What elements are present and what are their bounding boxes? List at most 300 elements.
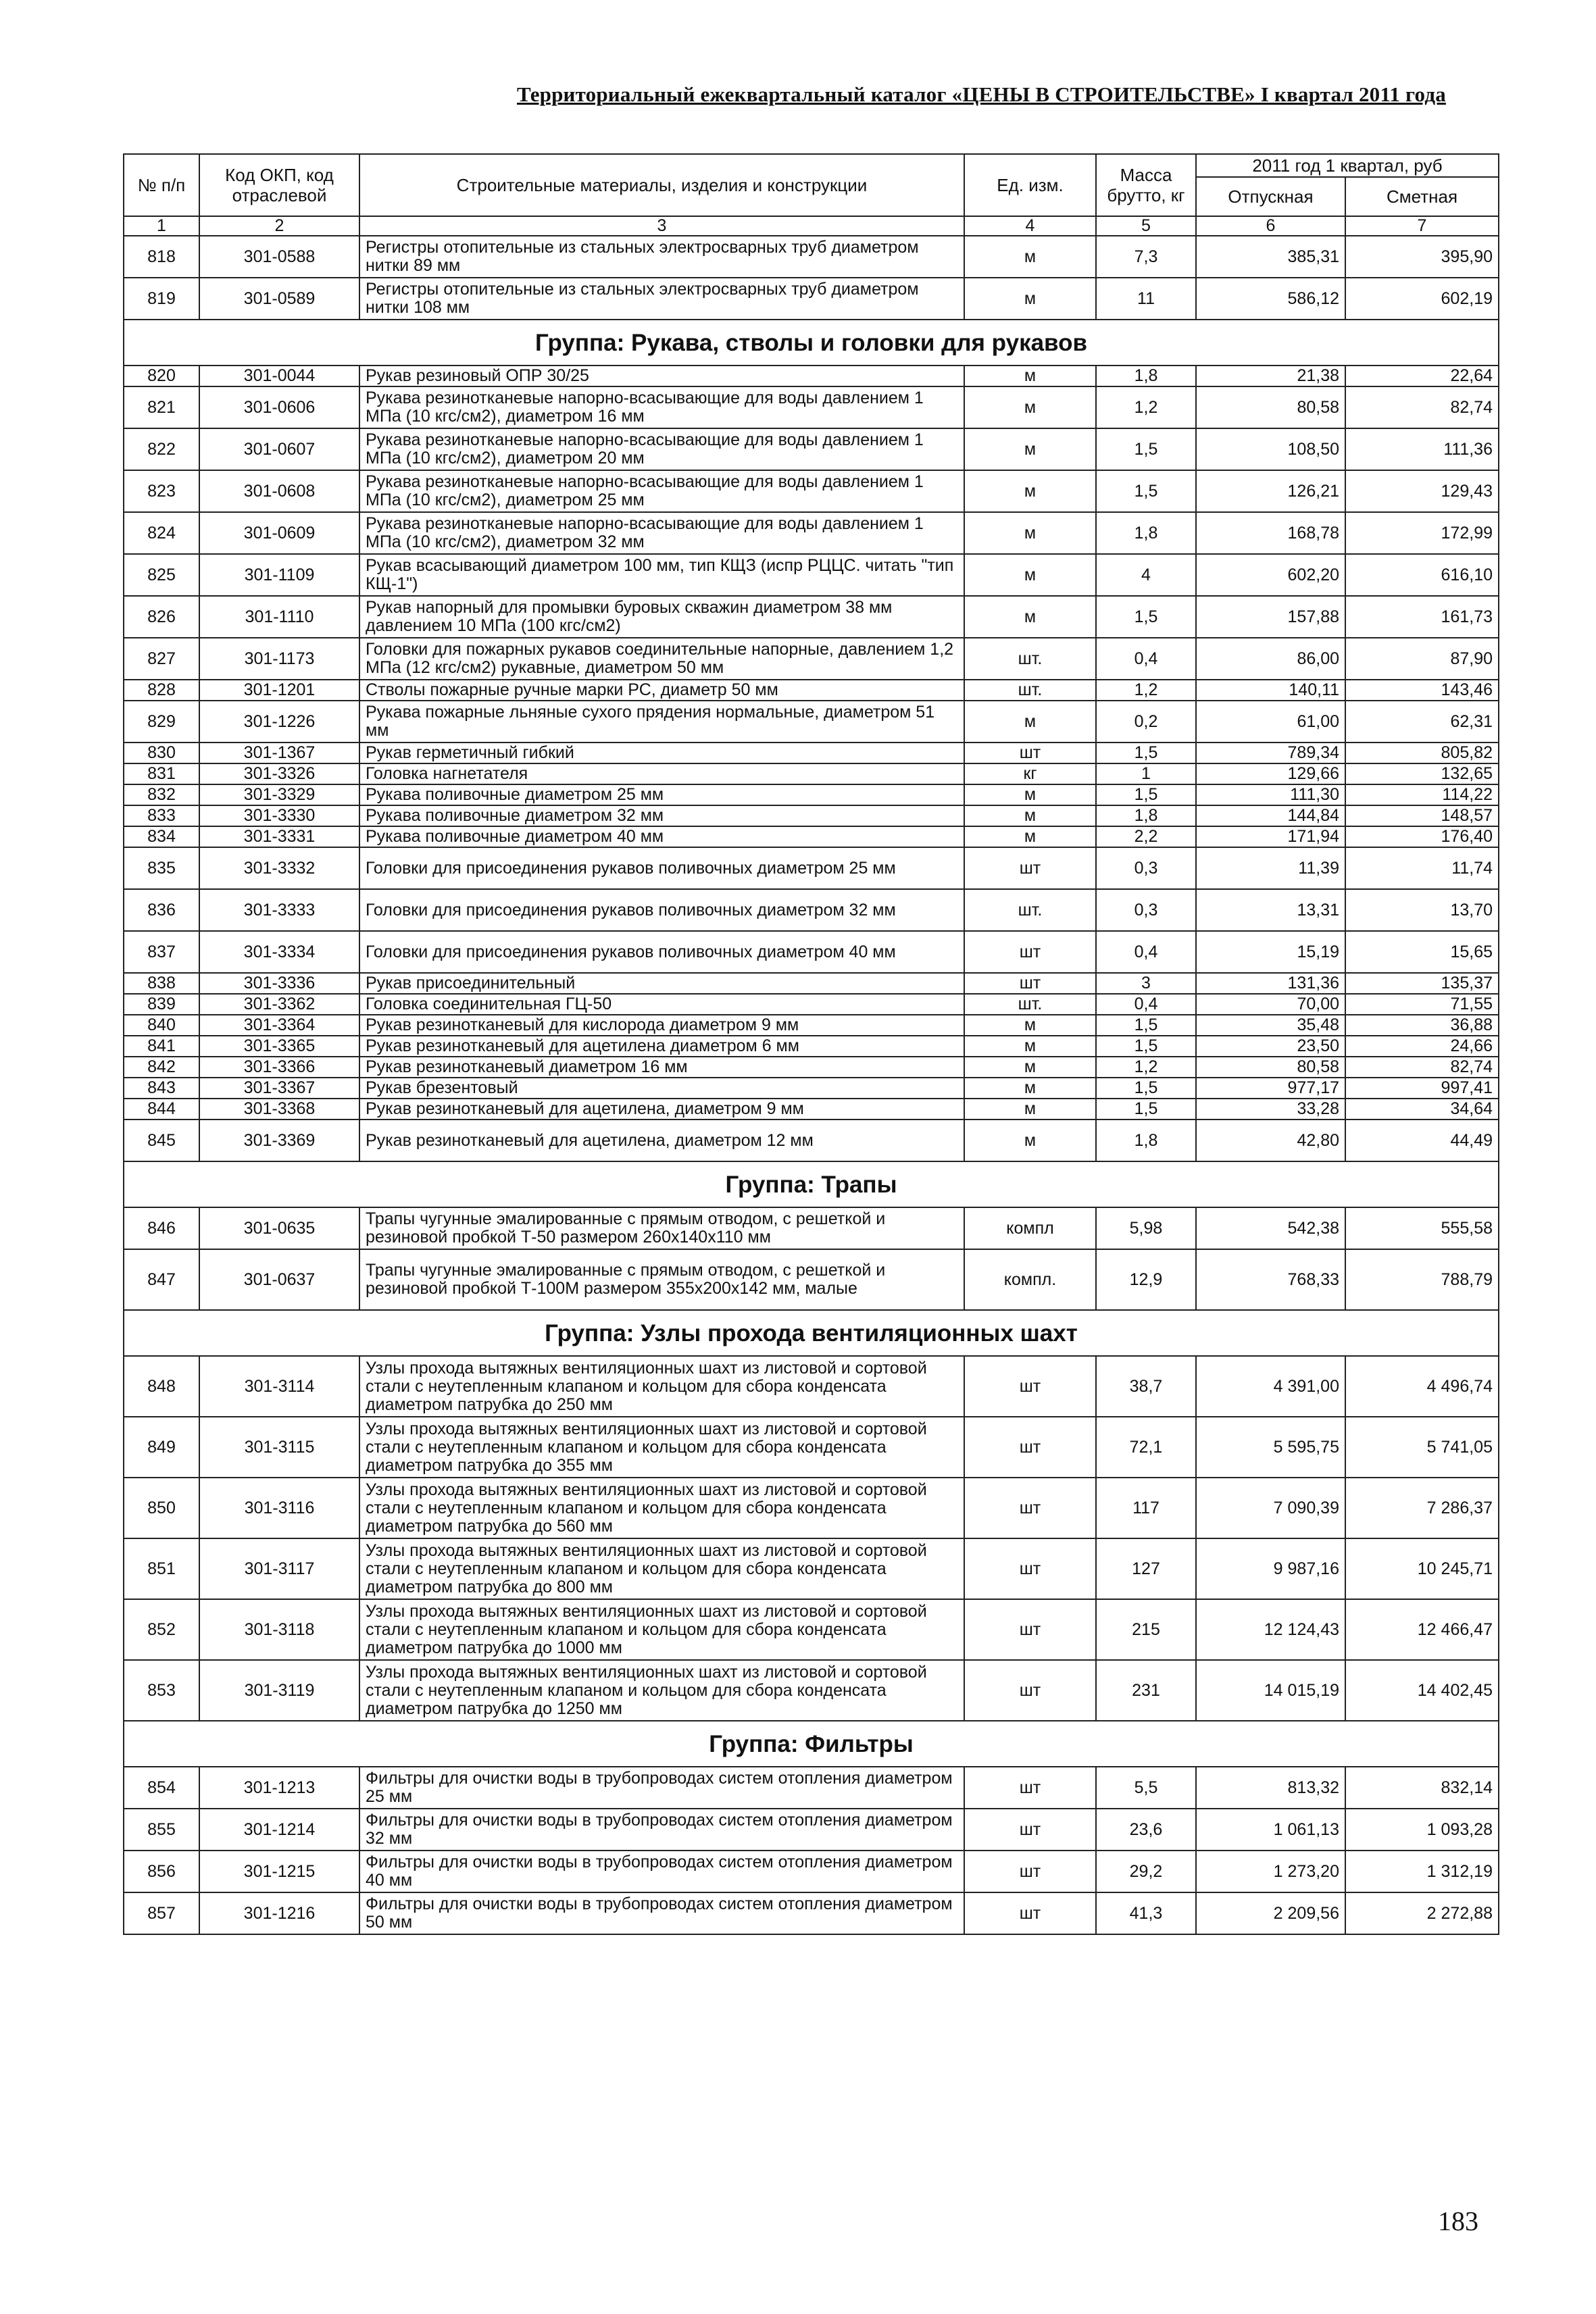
gross-mass: 4 — [1096, 554, 1196, 596]
unit: м — [964, 1057, 1096, 1078]
estimate-price: 82,74 — [1345, 386, 1499, 428]
release-price: 171,94 — [1196, 826, 1345, 847]
release-price: 12 124,43 — [1196, 1599, 1345, 1660]
release-price: 140,11 — [1196, 680, 1345, 701]
estimate-price: 14 402,45 — [1345, 1660, 1499, 1721]
item-name: Рукава резинотканевые напорно-всасывающие для воды давлением 1 МПа (10 кгс/см2), диаметром 20 мм — [359, 428, 964, 470]
unit: шт — [964, 1356, 1096, 1417]
row-number: 841 — [124, 1036, 199, 1057]
release-price: 586,12 — [1196, 278, 1345, 320]
estimate-price: 62,31 — [1345, 701, 1499, 743]
table-row — [124, 743, 1499, 763]
column-number: 7 — [1345, 216, 1499, 236]
table-row — [124, 1015, 1499, 1036]
item-name: Рукава резинотканевые напорно-всасывающие для воды давлением 1 МПа (10 кгс/см2), диаметром 32 мм — [359, 512, 964, 554]
gross-mass: 231 — [1096, 1660, 1196, 1721]
row-number: 818 — [124, 236, 199, 278]
item-name: Регистры отопительные из стальных электросварных труб диаметром нитки 89 мм — [359, 236, 964, 278]
header-mass: Масса брутто, кг — [1096, 154, 1196, 216]
okp-code: 301-3336 — [199, 973, 359, 994]
table-row — [124, 931, 1499, 973]
unit: шт — [964, 1478, 1096, 1538]
item-name: Узлы прохода вытяжных вентиляционных шахт из листовой и сортовой стали с неутепленным клапаном и кольцом для сбора конденсата диаметром патрубка до 355 мм — [359, 1417, 964, 1478]
estimate-price: 143,46 — [1345, 680, 1499, 701]
item-name: Стволы пожарные ручные марки РС, диаметр 50 мм — [359, 680, 964, 701]
header-name: Строительные материалы, изделия и конструкции — [359, 154, 964, 216]
header-unit: Ед. изм. — [964, 154, 1096, 216]
item-name: Головка нагнетателя — [359, 763, 964, 784]
okp-code: 301-1215 — [199, 1851, 359, 1892]
okp-code: 301-1201 — [199, 680, 359, 701]
row-number: 853 — [124, 1660, 199, 1721]
release-price: 5 595,75 — [1196, 1417, 1345, 1478]
okp-code: 301-0609 — [199, 512, 359, 554]
item-name: Рукав резинотканевый для кислорода диаметром 9 мм — [359, 1015, 964, 1036]
gross-mass: 1,5 — [1096, 470, 1196, 512]
group-title: Группа: Фильтры — [124, 1721, 1499, 1767]
release-price: 542,38 — [1196, 1207, 1345, 1249]
table-row — [124, 1099, 1499, 1120]
release-price: 33,28 — [1196, 1099, 1345, 1120]
estimate-price: 7 286,37 — [1345, 1478, 1499, 1538]
okp-code: 301-3329 — [199, 784, 359, 805]
item-name: Трапы чугунные эмалированные с прямым отводом, с решеткой и резиновой пробкой Т-50 размером 260х140х110 мм — [359, 1207, 964, 1249]
release-price: 15,19 — [1196, 931, 1345, 973]
unit: м — [964, 428, 1096, 470]
row-number: 857 — [124, 1892, 199, 1934]
release-price: 111,30 — [1196, 784, 1345, 805]
okp-code: 301-0635 — [199, 1207, 359, 1249]
item-name: Фильтры для очистки воды в трубопроводах систем отопления диаметром 50 мм — [359, 1892, 964, 1934]
table-header — [124, 154, 1499, 236]
estimate-price: 395,90 — [1345, 236, 1499, 278]
table-row — [124, 701, 1499, 743]
estimate-price: 176,40 — [1345, 826, 1499, 847]
unit: м — [964, 366, 1096, 386]
release-price: 768,33 — [1196, 1249, 1345, 1310]
item-name: Головки для присоединения рукавов поливочных диаметром 25 мм — [359, 847, 964, 889]
release-price: 108,50 — [1196, 428, 1345, 470]
row-number: 844 — [124, 1099, 199, 1120]
okp-code: 301-1110 — [199, 596, 359, 638]
estimate-price: 555,58 — [1345, 1207, 1499, 1249]
table-row — [124, 366, 1499, 386]
gross-mass: 1,8 — [1096, 1120, 1196, 1161]
item-name: Рукав резинотканевый для ацетилена диаметром 6 мм — [359, 1036, 964, 1057]
release-price: 126,21 — [1196, 470, 1345, 512]
estimate-price: 87,90 — [1345, 638, 1499, 680]
unit: м — [964, 826, 1096, 847]
unit: шт — [964, 1767, 1096, 1809]
estimate-price: 788,79 — [1345, 1249, 1499, 1310]
okp-code: 301-3331 — [199, 826, 359, 847]
unit: м — [964, 1120, 1096, 1161]
estimate-price: 1 093,28 — [1345, 1809, 1499, 1851]
item-name: Рукава пожарные льняные сухого прядения нормальные, диаметром 51 мм — [359, 701, 964, 743]
release-price: 129,66 — [1196, 763, 1345, 784]
okp-code: 301-3116 — [199, 1478, 359, 1538]
table-body — [124, 236, 1499, 1934]
release-price: 7 090,39 — [1196, 1478, 1345, 1538]
table-row — [124, 236, 1499, 278]
okp-code: 301-3365 — [199, 1036, 359, 1057]
release-price: 789,34 — [1196, 743, 1345, 763]
unit: м — [964, 278, 1096, 320]
item-name: Головки для присоединения рукавов поливочных диаметром 40 мм — [359, 931, 964, 973]
okp-code: 301-3367 — [199, 1078, 359, 1099]
gross-mass: 1,5 — [1096, 1036, 1196, 1057]
table-row — [124, 1036, 1499, 1057]
row-number: 842 — [124, 1057, 199, 1078]
gross-mass: 38,7 — [1096, 1356, 1196, 1417]
gross-mass: 0,2 — [1096, 701, 1196, 743]
okp-code: 301-1109 — [199, 554, 359, 596]
release-price: 11,39 — [1196, 847, 1345, 889]
table-row — [124, 428, 1499, 470]
unit: м — [964, 236, 1096, 278]
estimate-price: 82,74 — [1345, 1057, 1499, 1078]
table-row — [124, 1356, 1499, 1417]
unit: компл. — [964, 1249, 1096, 1310]
group-title: Группа: Трапы — [124, 1161, 1499, 1207]
table-row — [124, 1892, 1499, 1934]
table-row — [124, 1599, 1499, 1660]
gross-mass: 5,5 — [1096, 1767, 1196, 1809]
okp-code: 301-3114 — [199, 1356, 359, 1417]
release-price: 385,31 — [1196, 236, 1345, 278]
table-row — [124, 638, 1499, 680]
row-number: 820 — [124, 366, 199, 386]
group-row — [124, 1310, 1499, 1356]
okp-code: 301-3119 — [199, 1660, 359, 1721]
gross-mass: 117 — [1096, 1478, 1196, 1538]
release-price: 70,00 — [1196, 994, 1345, 1015]
row-number: 843 — [124, 1078, 199, 1099]
gross-mass: 1,5 — [1096, 1015, 1196, 1036]
row-number: 834 — [124, 826, 199, 847]
estimate-price: 172,99 — [1345, 512, 1499, 554]
gross-mass: 0,4 — [1096, 931, 1196, 973]
item-name: Рукав всасывающий диаметром 100 мм, тип КЩЗ (испр РЦЦС. читать "тип КЩ-1") — [359, 554, 964, 596]
item-name: Головки для пожарных рукавов соединительные напорные, давлением 1,2 МПа (12 кгс/см2) рукавные, диаметром 50 мм — [359, 638, 964, 680]
gross-mass: 1,8 — [1096, 366, 1196, 386]
gross-mass: 1,5 — [1096, 743, 1196, 763]
unit: м — [964, 805, 1096, 826]
gross-mass: 3 — [1096, 973, 1196, 994]
item-name: Рукав напорный для промывки буровых скважин диаметром 38 мм давлением 10 МПа (100 кгс/см2) — [359, 596, 964, 638]
okp-code: 301-1214 — [199, 1809, 359, 1851]
header-num: № п/п — [124, 154, 199, 216]
release-price: 80,58 — [1196, 1057, 1345, 1078]
okp-code: 301-0607 — [199, 428, 359, 470]
table-row — [124, 826, 1499, 847]
item-name: Узлы прохода вытяжных вентиляционных шахт из листовой и сортовой стали с неутепленным клапаном и кольцом для сбора конденсата диаметром патрубка до 800 мм — [359, 1538, 964, 1599]
okp-code: 301-3369 — [199, 1120, 359, 1161]
estimate-price: 616,10 — [1345, 554, 1499, 596]
unit: м — [964, 554, 1096, 596]
gross-mass: 1,8 — [1096, 512, 1196, 554]
release-price: 21,38 — [1196, 366, 1345, 386]
item-name: Рукав герметичный гибкий — [359, 743, 964, 763]
row-number: 852 — [124, 1599, 199, 1660]
item-name: Узлы прохода вытяжных вентиляционных шахт из листовой и сортовой стали с неутепленным клапаном и кольцом для сбора конденсата диаметром патрубка до 1000 мм — [359, 1599, 964, 1660]
estimate-price: 1 312,19 — [1345, 1851, 1499, 1892]
table-row — [124, 554, 1499, 596]
okp-code: 301-3326 — [199, 763, 359, 784]
group-title: Группа: Узлы прохода вентиляционных шахт — [124, 1310, 1499, 1356]
release-price: 168,78 — [1196, 512, 1345, 554]
row-number: 832 — [124, 784, 199, 805]
okp-code: 301-1173 — [199, 638, 359, 680]
estimate-price: 2 272,88 — [1345, 1892, 1499, 1934]
row-number: 830 — [124, 743, 199, 763]
estimate-price: 36,88 — [1345, 1015, 1499, 1036]
item-name: Рукав резиновый ОПР 30/25 — [359, 366, 964, 386]
unit: компл — [964, 1207, 1096, 1249]
item-name: Регистры отопительные из стальных электросварных труб диаметром нитки 108 мм — [359, 278, 964, 320]
header-release-price: Отпускная — [1196, 177, 1345, 216]
table-row — [124, 1851, 1499, 1892]
table-row — [124, 512, 1499, 554]
header-estimate-price: Сметная — [1345, 177, 1499, 216]
unit: шт. — [964, 638, 1096, 680]
row-number: 839 — [124, 994, 199, 1015]
estimate-price: 71,55 — [1345, 994, 1499, 1015]
release-price: 602,20 — [1196, 554, 1345, 596]
row-number: 847 — [124, 1249, 199, 1310]
gross-mass: 1,5 — [1096, 1078, 1196, 1099]
table-row — [124, 680, 1499, 701]
release-price: 80,58 — [1196, 386, 1345, 428]
item-name: Фильтры для очистки воды в трубопроводах систем отопления диаметром 32 мм — [359, 1809, 964, 1851]
estimate-price: 13,70 — [1345, 889, 1499, 931]
estimate-price: 832,14 — [1345, 1767, 1499, 1809]
table-row — [124, 784, 1499, 805]
item-name: Рукава поливочные диаметром 40 мм — [359, 826, 964, 847]
gross-mass: 1,5 — [1096, 596, 1196, 638]
release-price: 813,32 — [1196, 1767, 1345, 1809]
gross-mass: 5,98 — [1096, 1207, 1196, 1249]
gross-mass: 1,2 — [1096, 386, 1196, 428]
release-price: 35,48 — [1196, 1015, 1345, 1036]
row-number: 826 — [124, 596, 199, 638]
release-price: 977,17 — [1196, 1078, 1345, 1099]
gross-mass: 12,9 — [1096, 1249, 1196, 1310]
estimate-price: 44,49 — [1345, 1120, 1499, 1161]
table-row — [124, 889, 1499, 931]
gross-mass: 1,2 — [1096, 680, 1196, 701]
column-number: 5 — [1096, 216, 1196, 236]
row-number: 850 — [124, 1478, 199, 1538]
release-price: 13,31 — [1196, 889, 1345, 931]
row-number: 851 — [124, 1538, 199, 1599]
unit: м — [964, 1015, 1096, 1036]
okp-code: 301-3117 — [199, 1538, 359, 1599]
unit: шт. — [964, 994, 1096, 1015]
estimate-price: 34,64 — [1345, 1099, 1499, 1120]
release-price: 2 209,56 — [1196, 1892, 1345, 1934]
estimate-price: 132,65 — [1345, 763, 1499, 784]
okp-code: 301-3333 — [199, 889, 359, 931]
release-price: 1 273,20 — [1196, 1851, 1345, 1892]
price-table — [123, 153, 1499, 1935]
okp-code: 301-1213 — [199, 1767, 359, 1809]
row-number: 846 — [124, 1207, 199, 1249]
okp-code: 301-0044 — [199, 366, 359, 386]
okp-code: 301-1226 — [199, 701, 359, 743]
table-row — [124, 1057, 1499, 1078]
row-number: 854 — [124, 1767, 199, 1809]
estimate-price: 129,43 — [1345, 470, 1499, 512]
release-price: 157,88 — [1196, 596, 1345, 638]
release-price: 9 987,16 — [1196, 1538, 1345, 1599]
table-row — [124, 1809, 1499, 1851]
unit: м — [964, 596, 1096, 638]
estimate-price: 15,65 — [1345, 931, 1499, 973]
table-row — [124, 386, 1499, 428]
unit: м — [964, 1078, 1096, 1099]
gross-mass: 0,4 — [1096, 638, 1196, 680]
item-name: Фильтры для очистки воды в трубопроводах систем отопления диаметром 25 мм — [359, 1767, 964, 1809]
unit: шт — [964, 1417, 1096, 1478]
row-number: 856 — [124, 1851, 199, 1892]
estimate-price: 12 466,47 — [1345, 1599, 1499, 1660]
group-row — [124, 320, 1499, 366]
gross-mass: 1,5 — [1096, 784, 1196, 805]
table-row — [124, 470, 1499, 512]
estimate-price: 148,57 — [1345, 805, 1499, 826]
row-number: 824 — [124, 512, 199, 554]
okp-code: 301-1216 — [199, 1892, 359, 1934]
row-number: 823 — [124, 470, 199, 512]
group-row — [124, 1721, 1499, 1767]
okp-code: 301-3118 — [199, 1599, 359, 1660]
unit: шт — [964, 847, 1096, 889]
table-row — [124, 1767, 1499, 1809]
row-number: 828 — [124, 680, 199, 701]
header-period: 2011 год 1 квартал, руб — [1196, 154, 1499, 177]
estimate-price: 4 496,74 — [1345, 1356, 1499, 1417]
estimate-price: 11,74 — [1345, 847, 1499, 889]
gross-mass: 1,8 — [1096, 805, 1196, 826]
row-number: 819 — [124, 278, 199, 320]
okp-code: 301-0589 — [199, 278, 359, 320]
gross-mass: 23,6 — [1096, 1809, 1196, 1851]
page-number: 183 — [1438, 2206, 1478, 2236]
row-number: 821 — [124, 386, 199, 428]
item-name: Рукава резинотканевые напорно-всасывающие для воды давлением 1 МПа (10 кгс/см2), диаметром 16 мм — [359, 386, 964, 428]
item-name: Рукава поливочные диаметром 32 мм — [359, 805, 964, 826]
table-row — [124, 763, 1499, 784]
unit: шт — [964, 973, 1096, 994]
unit: шт. — [964, 680, 1096, 701]
item-name: Головка соединительная ГЦ-50 — [359, 994, 964, 1015]
unit: м — [964, 1099, 1096, 1120]
estimate-price: 10 245,71 — [1345, 1538, 1499, 1599]
row-number: 840 — [124, 1015, 199, 1036]
unit: м — [964, 512, 1096, 554]
row-number: 831 — [124, 763, 199, 784]
row-number: 833 — [124, 805, 199, 826]
table-row — [124, 1207, 1499, 1249]
unit: шт — [964, 1660, 1096, 1721]
item-name: Рукав резинотканевый для ацетилена, диаметром 9 мм — [359, 1099, 964, 1120]
okp-code: 301-3366 — [199, 1057, 359, 1078]
item-name: Узлы прохода вытяжных вентиляционных шахт из листовой и сортовой стали с неутепленным клапаном и кольцом для сбора конденсата диаметром патрубка до 1250 мм — [359, 1660, 964, 1721]
item-name: Узлы прохода вытяжных вентиляционных шахт из листовой и сортовой стали с неутепленным клапаном и кольцом для сбора конденсата диаметром патрубка до 560 мм — [359, 1478, 964, 1538]
gross-mass: 29,2 — [1096, 1851, 1196, 1892]
gross-mass: 7,3 — [1096, 236, 1196, 278]
row-number: 845 — [124, 1120, 199, 1161]
gross-mass: 0,4 — [1096, 994, 1196, 1015]
item-name: Рукав брезентовый — [359, 1078, 964, 1099]
release-price: 86,00 — [1196, 638, 1345, 680]
unit: м — [964, 701, 1096, 743]
unit: кг — [964, 763, 1096, 784]
row-number: 825 — [124, 554, 199, 596]
group-row — [124, 1161, 1499, 1207]
estimate-price: 135,37 — [1345, 973, 1499, 994]
column-number: 2 — [199, 216, 359, 236]
catalog-title: Территориальный ежеквартальный каталог «ЦЕНЫ В СТРОИТЕЛЬСТВЕ» I квартал 2011 года — [517, 82, 1446, 106]
okp-code: 301-3362 — [199, 994, 359, 1015]
okp-code: 301-0608 — [199, 470, 359, 512]
okp-code: 301-3332 — [199, 847, 359, 889]
gross-mass: 1 — [1096, 763, 1196, 784]
okp-code: 301-0606 — [199, 386, 359, 428]
row-number: 836 — [124, 889, 199, 931]
table-row — [124, 1078, 1499, 1099]
release-price: 1 061,13 — [1196, 1809, 1345, 1851]
table-row — [124, 1660, 1499, 1721]
estimate-price: 997,41 — [1345, 1078, 1499, 1099]
gross-mass: 2,2 — [1096, 826, 1196, 847]
unit: шт — [964, 1809, 1096, 1851]
column-number: 1 — [124, 216, 199, 236]
gross-mass: 127 — [1096, 1538, 1196, 1599]
okp-code: 301-0588 — [199, 236, 359, 278]
okp-code: 301-3368 — [199, 1099, 359, 1120]
item-name: Трапы чугунные эмалированные с прямым отводом, с решеткой и резиновой пробкой Т-100М размером 355х200х142 мм, малые — [359, 1249, 964, 1310]
item-name: Узлы прохода вытяжных вентиляционных шахт из листовой и сортовой стали с неутепленным клапаном и кольцом для сбора конденсата диаметром патрубка до 250 мм — [359, 1356, 964, 1417]
okp-code: 301-3330 — [199, 805, 359, 826]
unit: шт — [964, 931, 1096, 973]
estimate-price: 22,64 — [1345, 366, 1499, 386]
table-row — [124, 847, 1499, 889]
unit: шт — [964, 1851, 1096, 1892]
release-price: 144,84 — [1196, 805, 1345, 826]
item-name: Рукава резинотканевые напорно-всасывающие для воды давлением 1 МПа (10 кгс/см2), диаметром 25 мм — [359, 470, 964, 512]
estimate-price: 602,19 — [1345, 278, 1499, 320]
table-row — [124, 1249, 1499, 1310]
header-code: Код ОКП, код отраслевой — [199, 154, 359, 216]
okp-code: 301-0637 — [199, 1249, 359, 1310]
estimate-price: 111,36 — [1345, 428, 1499, 470]
row-number: 837 — [124, 931, 199, 973]
unit: м — [964, 1036, 1096, 1057]
table-row — [124, 1538, 1499, 1599]
unit: шт — [964, 1538, 1096, 1599]
release-price: 14 015,19 — [1196, 1660, 1345, 1721]
release-price: 4 391,00 — [1196, 1356, 1345, 1417]
release-price: 42,80 — [1196, 1120, 1345, 1161]
gross-mass: 215 — [1096, 1599, 1196, 1660]
row-number: 855 — [124, 1809, 199, 1851]
estimate-price: 161,73 — [1345, 596, 1499, 638]
gross-mass: 11 — [1096, 278, 1196, 320]
item-name: Фильтры для очистки воды в трубопроводах систем отопления диаметром 40 мм — [359, 1851, 964, 1892]
gross-mass: 1,2 — [1096, 1057, 1196, 1078]
